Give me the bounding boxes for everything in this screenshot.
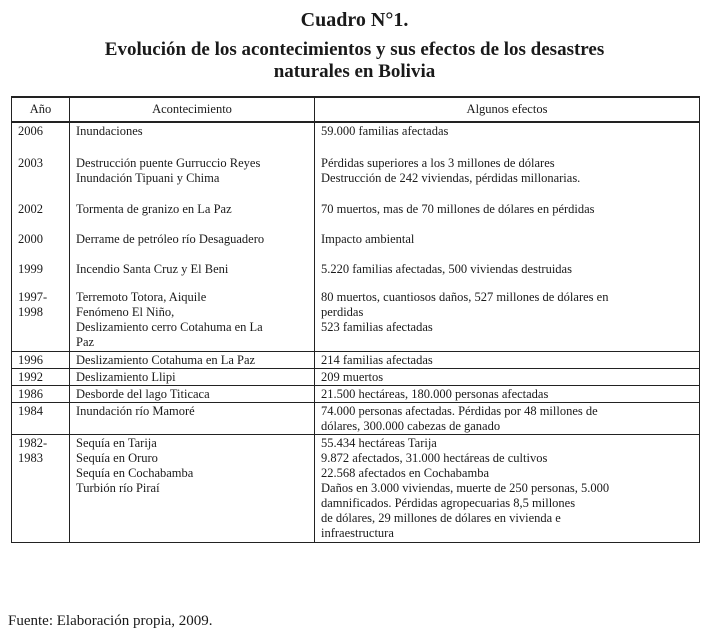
effects-line: 74.000 personas afectadas. Pérdidas por 48 millones de (321, 404, 598, 418)
effects-line: Destrucción de 242 viviendas, pérdidas millonarias. (321, 171, 581, 185)
effects-line: 22.568 afectados en Cochabamba (321, 466, 489, 480)
event-cell (70, 155, 315, 201)
effects-cell (315, 122, 700, 155)
effects-cell (315, 261, 700, 289)
event-line: Paz (76, 335, 95, 349)
year-cell (12, 289, 70, 352)
effects-line: infraestructura (321, 526, 394, 540)
effects-cell (315, 155, 700, 201)
year-cell (12, 261, 70, 289)
effects-line: 214 familias afectadas (321, 353, 433, 367)
disasters-table (11, 96, 700, 543)
event-line: Sequía en Tarija (76, 436, 157, 450)
table-subtitle-line-2: naturales en Bolivia (273, 61, 436, 82)
table-header-row (12, 97, 700, 122)
event-cell (70, 201, 315, 231)
column-header-effects: Algunos efectos (315, 97, 700, 122)
event-cell (70, 289, 315, 352)
event-line: Deslizamiento Llipi (76, 370, 176, 384)
event-line: Deslizamiento cerro Cotahuma en La (76, 320, 263, 334)
table-subtitle-line-1: Evolución de los acontecimientos y sus efectos de los desastres (104, 39, 605, 60)
year-line: 1997- (18, 290, 48, 304)
effects-cell (315, 369, 700, 386)
effects-line: 21.500 hectáreas, 180.000 personas afectadas (321, 387, 549, 401)
table-row (12, 231, 700, 261)
effects-cell (315, 403, 700, 435)
effects-line: dólares, 300.000 cabezas de ganado (321, 419, 501, 433)
event-cell (70, 369, 315, 386)
effects-cell (315, 231, 700, 261)
effects-line: 55.434 hectáreas Tarija (321, 436, 437, 450)
year-cell (12, 201, 70, 231)
table-row (12, 369, 700, 386)
event-cell (70, 386, 315, 403)
event-cell (70, 403, 315, 435)
source-note: Fuente: Elaboración propia, 2009. (8, 613, 213, 629)
effects-line: 523 familias afectadas (321, 320, 433, 334)
table-row (12, 122, 700, 155)
event-line: Deslizamiento Cotahuma en La Paz (76, 353, 256, 367)
event-line: Desborde del lago Titicaca (76, 387, 210, 401)
effects-line: damnificados. Pérdidas agropecuarias 8,5 millones (321, 496, 576, 510)
event-line: Sequía en Oruro (76, 451, 158, 465)
year-line: 2002 (18, 202, 43, 216)
table-row (12, 261, 700, 289)
year-cell (12, 403, 70, 435)
event-line: Sequía en Cochabamba (76, 466, 194, 480)
table-row (12, 289, 700, 352)
event-line: Derrame de petróleo río Desaguadero (76, 232, 265, 246)
event-cell (70, 231, 315, 261)
year-cell (12, 155, 70, 201)
year-line: 1992 (18, 370, 43, 384)
effects-line: perdidas (321, 305, 364, 319)
effects-line: 9.872 afectados, 31.000 hectáreas de cultivos (321, 451, 548, 465)
year-line: 2006 (18, 124, 43, 138)
year-line: 1996 (18, 353, 43, 367)
effects-line: Daños en 3.000 viviendas, muerte de 250 personas, 5.000 (321, 481, 610, 495)
year-line: 1982- (18, 436, 48, 450)
event-line: Incendio Santa Cruz y El Beni (76, 262, 229, 276)
effects-line: 59.000 familias afectadas (321, 124, 449, 138)
table-body (12, 122, 700, 543)
effects-cell (315, 386, 700, 403)
table-row (12, 201, 700, 231)
event-line: Inundación Tipuani y Chima (76, 171, 220, 185)
event-line: Fenómeno El Niño, (76, 305, 175, 319)
effects-line: 80 muertos, cuantiosos daños, 527 millones de dólares en (321, 290, 609, 304)
effects-cell (315, 352, 700, 369)
effects-cell (315, 201, 700, 231)
year-line: 2000 (18, 232, 43, 246)
year-cell (12, 435, 70, 543)
table-row (12, 435, 700, 543)
event-cell (70, 261, 315, 289)
event-cell (70, 435, 315, 543)
year-line: 1984 (18, 404, 43, 418)
year-cell (12, 352, 70, 369)
column-header-event: Acontecimiento (70, 97, 315, 122)
table-title: Cuadro N°1. (300, 9, 409, 31)
effects-cell (315, 435, 700, 543)
year-line: 1983 (18, 451, 43, 465)
effects-line: Pérdidas superiores a los 3 millones de dólares (321, 156, 555, 170)
year-cell (12, 122, 70, 155)
year-cell (12, 231, 70, 261)
year-line: 2003 (18, 156, 43, 170)
year-cell (12, 386, 70, 403)
event-line: Destrucción puente Gurruccio Reyes (76, 156, 261, 170)
year-line: 1999 (18, 262, 43, 276)
effects-line: Impacto ambiental (321, 232, 415, 246)
event-line: Tormenta de granizo en La Paz (76, 202, 232, 216)
effects-line: 5.220 familias afectadas, 500 viviendas destruidas (321, 262, 572, 276)
event-line: Inundaciones (76, 124, 143, 138)
effects-line: 70 muertos, mas de 70 millones de dólares en pérdidas (321, 202, 595, 216)
year-line: 1998 (18, 305, 43, 319)
table-row (12, 352, 700, 369)
table-row (12, 155, 700, 201)
year-cell (12, 369, 70, 386)
event-line: Turbión río Piraí (76, 481, 160, 495)
event-cell (70, 352, 315, 369)
year-line: 1986 (18, 387, 43, 401)
column-header-year: Año (12, 97, 70, 122)
event-line: Terremoto Totora, Aiquile (76, 290, 207, 304)
event-line: Inundación río Mamoré (76, 404, 195, 418)
event-cell (70, 122, 315, 155)
effects-line: de dólares, 29 millones de dólares en vivienda e (321, 511, 561, 525)
effects-line: 209 muertos (321, 370, 384, 384)
table-row (12, 386, 700, 403)
table-row (12, 403, 700, 435)
effects-cell (315, 289, 700, 352)
